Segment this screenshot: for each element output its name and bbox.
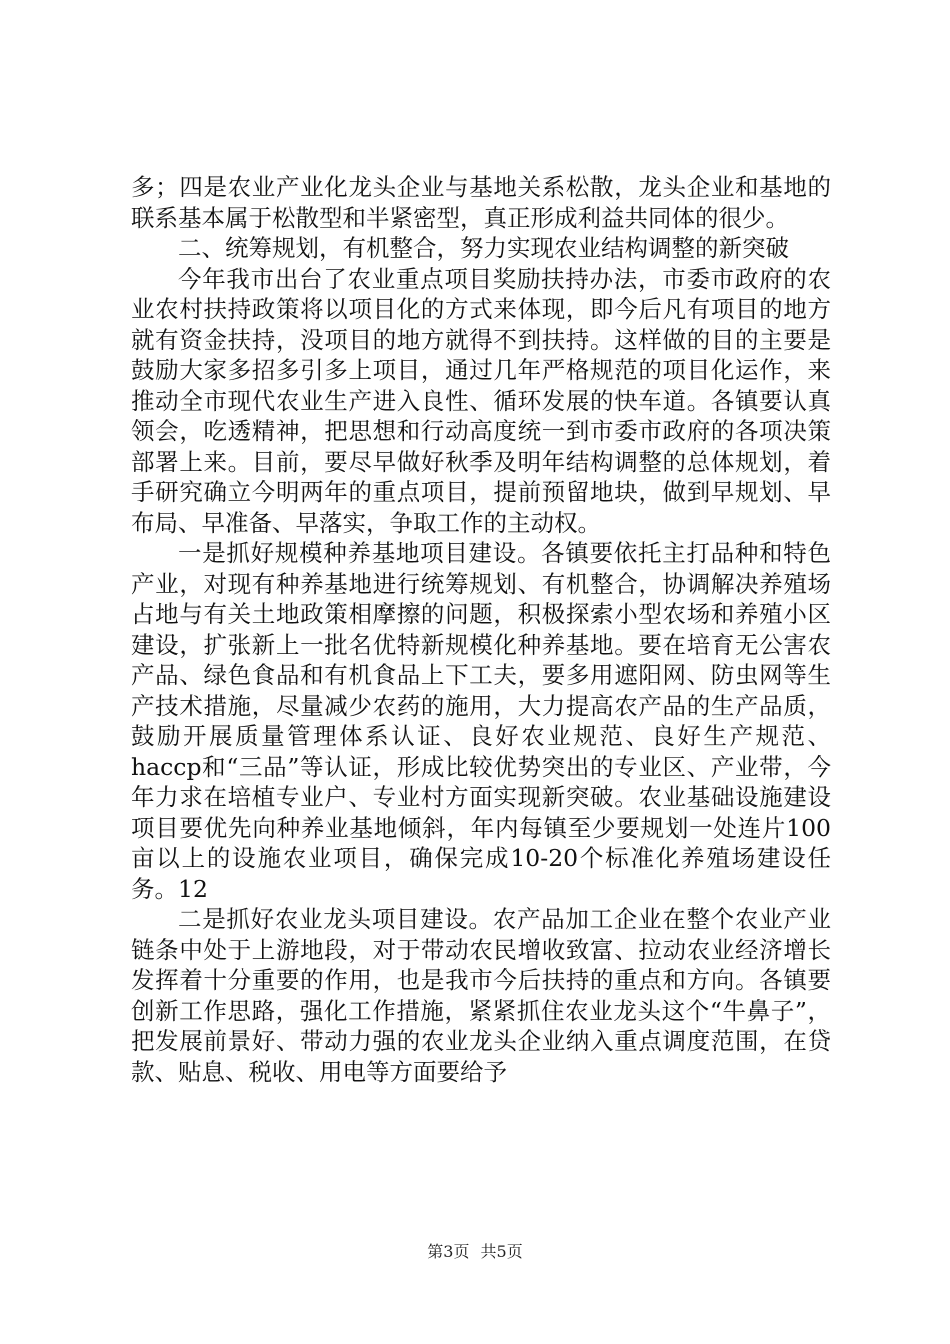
page-total: 共5页: [480, 1242, 523, 1261]
document-body: [131, 172, 831, 1087]
page-number: 第3页: [427, 1242, 470, 1261]
paragraph-continuation: 多；四是农业产业化龙头企业与基地关系松散，龙头企业和基地的联系基本属于松散型和半紧密型，真正形成利益共同体的很少。: [131, 173, 831, 232]
paragraph: 一是抓好规模种养基地项目建设。各镇要依托主打品种和特色产业，对现有种养基地进行统筹规划、有机整合，协调解决养殖场占地与有关土地政策相摩擦的问题，积极探索小型农场和养殖小区建设，扩张新上一批名优特新规模化种养基地。要在培育无公害农产品、绿色食品和有机食品上下工夫，要多用遮阳网、防虫网等生产技术措施，尽量减少农药的施用，大力提高农产品的生产品质，鼓励开展质量管理体系认证、良好农业规范、良好生产规范、haccp和“三品”等认证，形成比较优势突出的专业区、产业带，今年力求在培植专业户、专业村方面实现新突破。农业基础设施建设项目要优先向种养业基地倾斜，年内每镇至少要规划一处连片100亩以上的设施农业项目，确保完成10-20个标准化养殖场建设任务。12: [131, 539, 831, 903]
paragraph: 二是抓好农业龙头项目建设。农产品加工企业在整个农业产业链条中处于上游地段，对于带动农民增收致富、拉动农业经济增长发挥着十分重要的作用，也是我市今后扶持的重点和方向。各镇要创新工作思路，强化工作措施，紧紧抓住农业龙头这个“牛鼻子”，把发展前景好、带动力强的农业龙头企业纳入重点调度范围，在贷款、贴息、税收、用电等方面要给予: [131, 905, 831, 1086]
section-heading: 二、统筹规划，有机整合，努力实现农业结构调整的新突破: [178, 234, 789, 262]
page-footer: [0, 1239, 950, 1262]
paragraph: 今年我市出台了农业重点项目奖励扶持办法，市委市政府的农业农村扶持政策将以项目化的方式来体现，即今后凡有项目的地方就有资金扶持，没项目的地方就得不到扶持。这样做的目的主要是鼓励大家多招多引多上项目，通过几年严格规范的项目化运作，来推动全市现代农业生产进入良性、循环发展的快车道。各镇要认真领会，吃透精神，把思想和行动高度统一到市委市政府的各项决策部署上来。目前，要尽早做好秋季及明年结构调整的总体规划，着手研究确立今明两年的重点项目，提前预留地块，做到早规划、早布局、早准备、早落实，争取工作的主动权。: [131, 264, 831, 537]
